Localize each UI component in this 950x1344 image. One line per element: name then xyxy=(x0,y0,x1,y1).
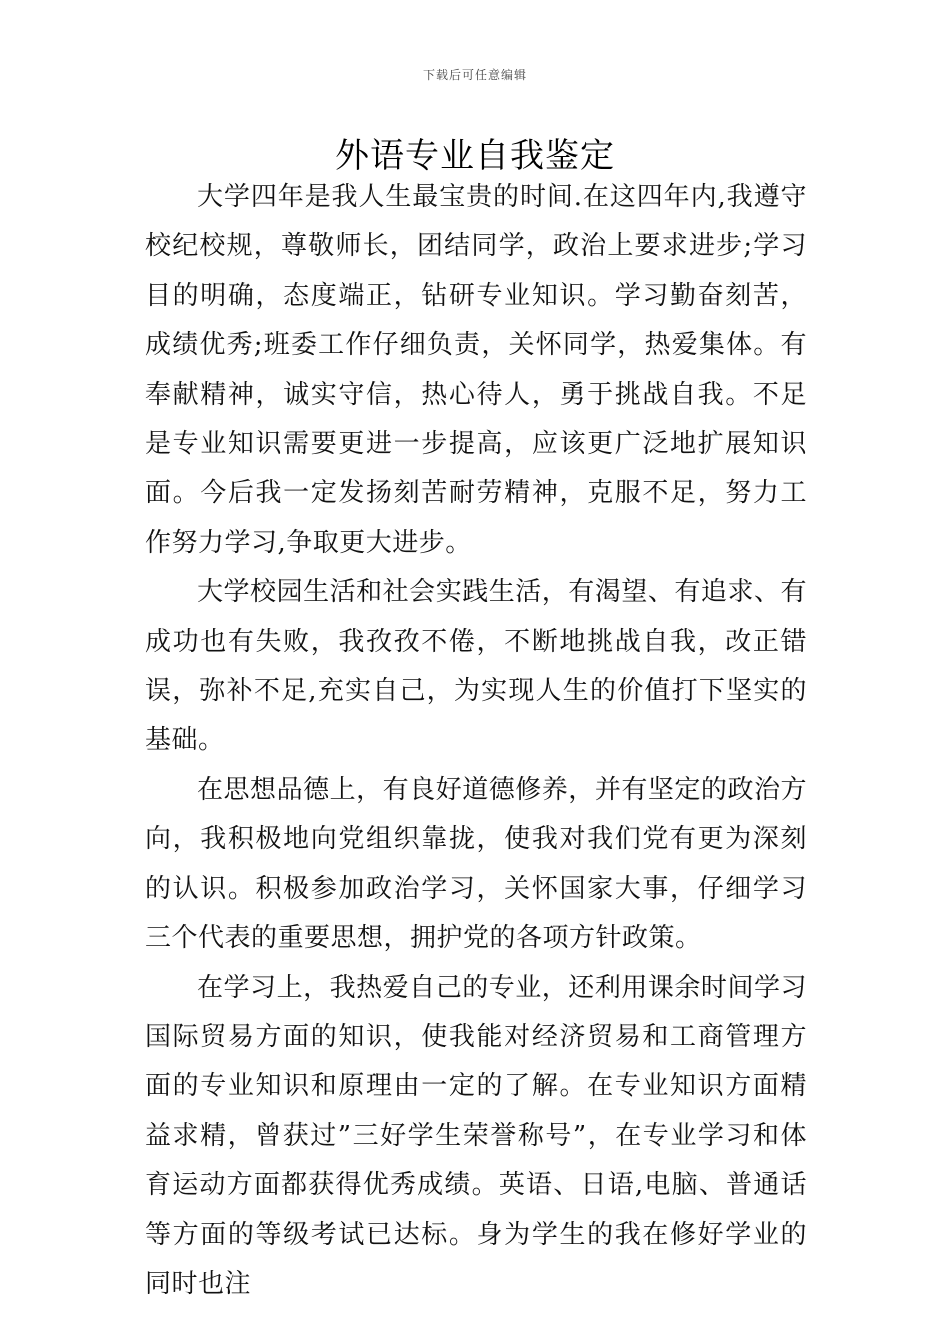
document-title: 外语专业自我鉴定 xyxy=(335,136,615,176)
paragraph: 大学校园生活和社会实践生活，有渴望、有追求、有成功也有失败，我孜孜不倦，不断地挑战自我，改正错误，弥补不足,充实自己，为实现人生的价值打下坚实的基础。 xyxy=(145,577,807,756)
header-note: 下载后可任意编辑 xyxy=(422,68,527,82)
paragraph: 在思想品德上，有良好道德修养，并有坚定的政治方向，我积极地向党组织靠拢，使我对我们党有更为深刻的认识。积极参加政治学习，关怀国家大事，仔细学习三个代表的重要思想，拥护党的各项方针政策。 xyxy=(145,774,807,954)
paragraph: 大学四年是我人生最宝贵的时间.在这四年内,我遵守校纪校规，尊敬师长，团结同学，政治上要求进步;学习目的明确，态度端正，钻研专业知识。学习勤奋刻苦，成绩优秀;班委工作仔细负责，关怀同学，热爱集体。有奉献精神，诚实守信，热心待人，勇于挑战自我。不足是专业知识需要更进一步提高，应该更广泛地扩展知识面。今后我一定发扬刻苦耐劳精神，克服不足，努力工作努力学习,争取更大进步。 xyxy=(145,182,807,558)
paragraph: 在学习上，我热爱自己的专业，还利用课余时间学习国际贸易方面的知识，使我能对经济贸易和工商管理方面的专业知识和原理由一定的了解。在专业知识方面精益求精，曾获过”三好学生荣誉称号”，在专业学习和体育运动方面都获得优秀成绩。英语、日语,电脑、普通话等方面的等级考试已达标。身为学生的我在修好学业的同时也注 xyxy=(145,972,807,1299)
document-body xyxy=(145,173,807,1309)
